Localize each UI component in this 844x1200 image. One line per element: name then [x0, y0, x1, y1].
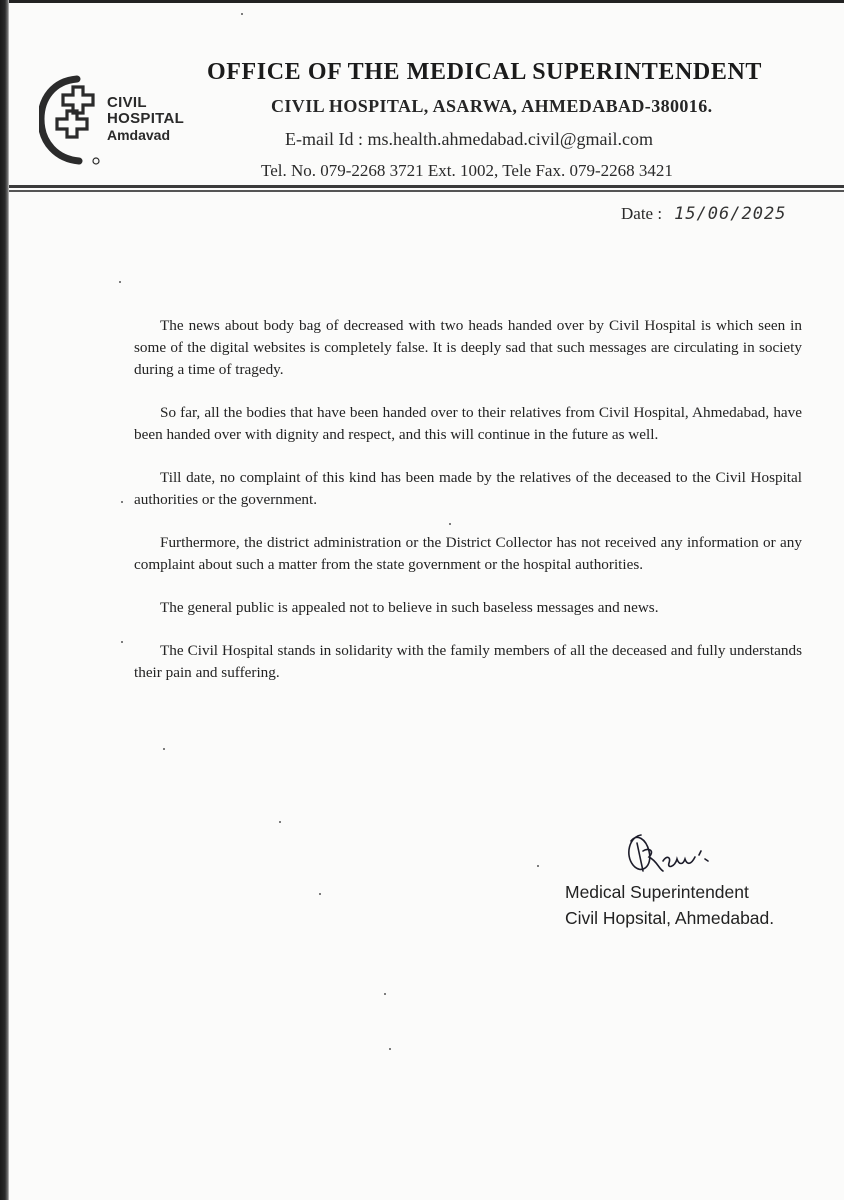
office-address: CIVIL HOSPITAL, ASARWA, AHMEDABAD-380016. — [271, 96, 713, 116]
scan-left-edge — [0, 0, 9, 1200]
date-value: 15/06/2025 — [674, 204, 787, 224]
logo-wordmark — [107, 95, 184, 143]
date-label: Date : — [621, 204, 663, 223]
letter-body — [134, 315, 802, 705]
office-phone: Tel. No. 079-2268 3721 Ext. 1002, Tele Fax. 079-2268 3421 — [261, 161, 673, 180]
paragraph: The news about body bag of decreased with two heads handed over by Civil Hospital is which seen in some of the digital websites is completely false. It is deeply sad that such messages are circulating in society during a time of tragedy. — [134, 317, 802, 378]
logo-civil: CIVIL — [107, 94, 147, 111]
office-title: OFFICE OF THE MEDICAL SUPERINTENDENT — [207, 59, 763, 85]
logo-amdavad: Amdavad — [107, 127, 171, 143]
paragraph: So far, all the bodies that have been handed over to their relatives from Civil Hospital, Ahmedabad, have been handed over with dignity and respect, and this will continue in the future as well. — [134, 404, 802, 443]
paragraph: The general public is appealed not to believe in such baseless messages and news. — [160, 599, 659, 616]
letterhead-rule-thin — [9, 190, 844, 192]
signatory-block — [565, 879, 774, 931]
paragraph: Furthermore, the district administration or the District Collector has not received any information or any complaint about such a matter from the state government or the hospital authorities. — [134, 534, 802, 573]
hospital-logo — [39, 73, 209, 173]
medical-cross-icon — [39, 73, 109, 173]
office-email: E-mail Id : ms.health.ahmedabad.civil@gmail.com — [285, 129, 653, 149]
signatory-designation: Medical Superintendent — [565, 882, 749, 902]
letterhead-rule — [9, 185, 844, 188]
letter-page — [9, 3, 844, 1200]
logo-hospital: HOSPITAL — [107, 110, 185, 127]
date-line — [621, 204, 786, 224]
paragraph: The Civil Hospital stands in solidarity with the family members of all the deceased and fully understands their pain and suffering. — [134, 642, 802, 681]
paragraph: Till date, no complaint of this kind has been made by the relatives of the deceased to the Civil Hospital authorities or the government. — [134, 469, 802, 508]
signatory-office: Civil Hopsital, Ahmedabad. — [565, 908, 775, 928]
